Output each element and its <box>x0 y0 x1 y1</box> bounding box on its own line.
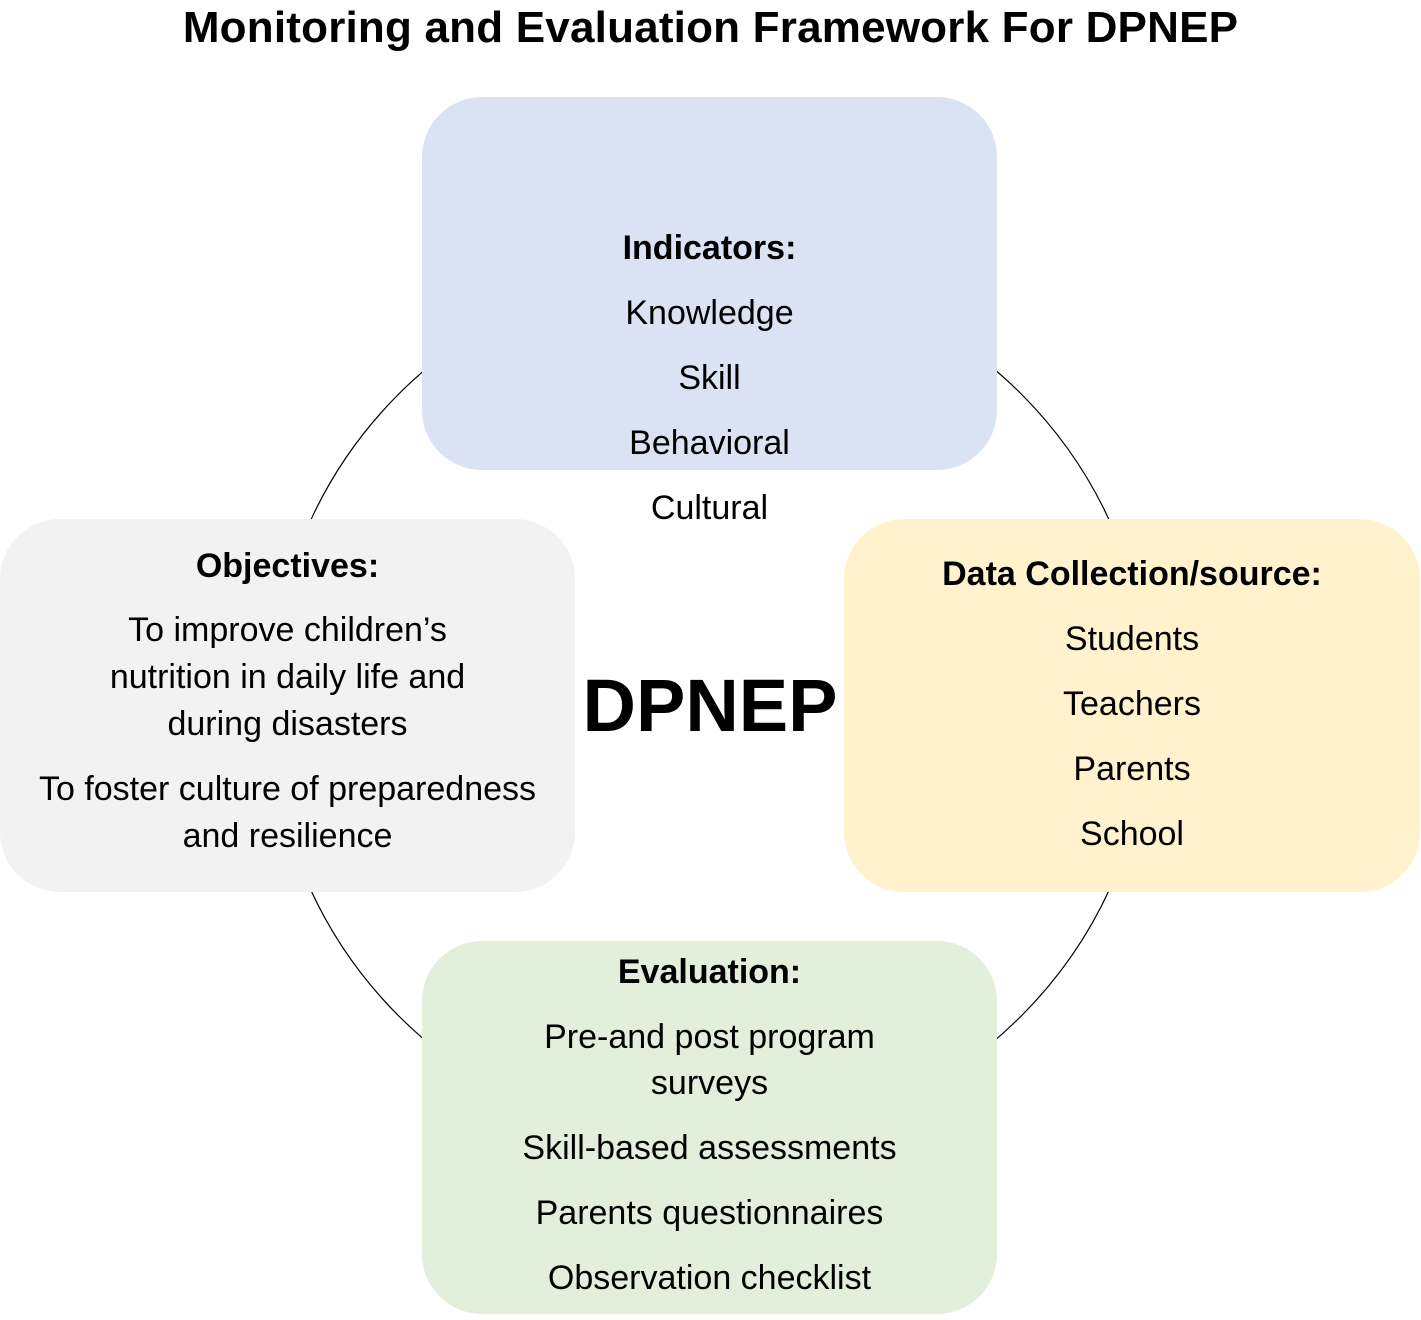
evaluation-item: Pre-and post program surveys <box>544 1018 875 1102</box>
data-collection-list <box>1063 616 1201 876</box>
objectives-box <box>0 519 575 892</box>
indicators-item: Behavioral <box>629 424 790 462</box>
objectives-item: To foster culture of preparedness and resilience <box>38 770 537 855</box>
evaluation-list <box>510 1014 910 1320</box>
data-collection-item: Teachers <box>1063 685 1201 723</box>
objectives-list <box>38 607 538 878</box>
evaluation-item: Observation checklist <box>547 1259 872 1297</box>
indicators-list <box>625 290 793 550</box>
evaluation-heading: Evaluation: <box>617 953 802 991</box>
evaluation-item: Skill-based assessments <box>522 1129 897 1167</box>
objectives-item: To improve children’s nutrition in daily life and during disasters <box>109 611 466 743</box>
diagram-title: Monitoring and Evaluation Framework For DPNEP <box>182 3 1239 52</box>
indicators-item: Knowledge <box>625 294 794 332</box>
evaluation-box <box>422 941 997 1314</box>
indicators-box <box>422 97 997 527</box>
data-collection-item: School <box>1080 815 1184 853</box>
evaluation-item: Parents questionnaires <box>535 1194 884 1232</box>
data-collection-item: Students <box>1064 620 1200 658</box>
data-collection-box <box>844 519 1420 892</box>
objectives-heading: Objectives: <box>195 547 380 585</box>
data-collection-heading: Data Collection/source: <box>942 555 1322 593</box>
indicators-item: Cultural <box>650 489 769 527</box>
indicators-heading: Indicators: <box>622 229 797 267</box>
indicators-item: Skill <box>678 359 741 397</box>
data-collection-item: Parents <box>1073 750 1191 788</box>
center-label: DPNEP <box>582 664 838 747</box>
